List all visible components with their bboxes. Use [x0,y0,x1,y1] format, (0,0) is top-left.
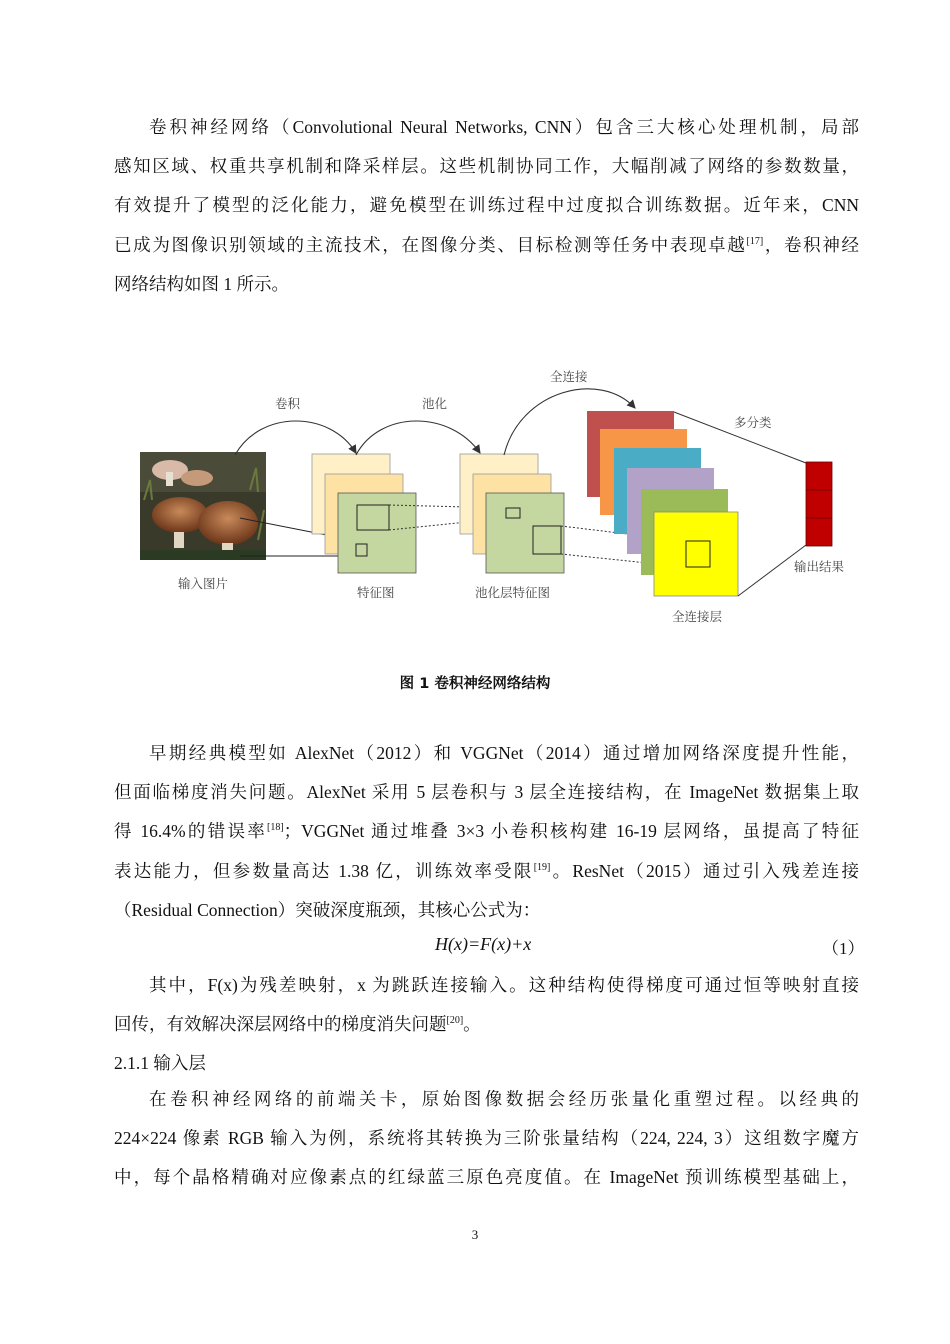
p4-line-3: 中，每个晶格精确对应像素点的红绿蓝三原色亮度值。在 ImageNet 预训练模型基础上， [114,1167,859,1188]
mushroom-right-cap [198,501,258,545]
p3-line-1: 其中，F(x)为残差映射，x 为跳跃连接输入。这种结构使得梯度可通过恒等映射直接 [149,975,859,995]
p4-line-2: 224×224 像素 RGB 输入为例，系统将其转换为三阶张量结构（224, 224, 3）这组数字魔方 [114,1128,859,1149]
paragraph-input-layer [114,1080,859,1198]
input-image [140,452,266,560]
p4-line-1: 在卷积神经网络的前端关卡，原始图像数据会经历张量化重塑过程。以经典的 [149,1089,859,1109]
label-pooled-feature-map: 池化层特征图 [475,585,551,600]
p2-line-2: 但面临梯度消失问题。AlexNet 采用 5 层卷积与 3 层全连接结构，在 ImageNet 数据集上取 [114,782,859,803]
p2-line-3 [114,812,859,851]
label-feature-map: 特征图 [357,585,395,600]
paragraph-residual-explanation [114,966,859,1044]
p1-line-4 [114,226,859,265]
paragraph-cnn-intro [114,108,859,304]
formula-residual: H(x)=F(x)+x [435,934,532,954]
p2-line-5: （Residual Connection）突破深度瓶颈，其核心公式为： [114,899,541,920]
pooled-feature-map-stack [460,454,564,573]
output-vector [806,462,832,546]
p2-line-1: 早期经典模型如 AlexNet（2012）和 VGGNet（2014）通过增加网络深度提升性能， [149,743,859,763]
conv-arrow [235,421,356,455]
p1-line-2: 感知区域、权重共享机制和降采样层。这些机制协同工作，大幅削减了网络的参数数量， [114,156,859,177]
citation-18: [18] [267,822,284,834]
label-fc-top: 全连接 [550,369,588,384]
cnn-structure-figure [130,360,850,635]
citation-17: [17] [746,235,764,247]
p1-line-3: 有效提升了模型的泛化能力，避免模型在训练过程中过度拟合训练数据。近年来，CNN [114,195,859,216]
output-box [806,462,832,546]
cnn-diagram [130,360,850,635]
section-heading-input-layer: 2.1.1 输入层 [114,1053,206,1073]
label-input-image: 输入图片 [178,576,229,591]
p3-line-2 [114,1005,859,1044]
citation-19: [19] [533,861,551,873]
p2-line-3-tail: ；VGGNet 通过堆叠 3×3 小卷积核构建 16-19 层网络，虽提高了特征 [283,821,859,842]
p1-line-1: 卷积神经网络（Convolutional Neural Networks, CNN）包含三大核心处理机制，局部 [149,117,859,137]
label-conv: 卷积 [275,396,301,411]
figure-caption: 图 1 卷积神经网络结构 [399,676,551,692]
label-pool: 池化 [422,396,448,411]
pool-arrow [356,421,480,455]
label-multiclass: 多分类 [734,415,772,430]
pooled-map-front [486,493,564,573]
p2-line-4-text: 表达能力，但参数量高达 1.38 亿，训练效率受限 [114,860,534,881]
feature-map-stack [312,454,416,573]
paragraph-classic-models [114,734,859,930]
p3-line-2-tail: 。 [463,1014,481,1035]
p1-line-5: 网络结构如图 1 所示。 [114,273,289,294]
p2-line-3-text: 得 16.4%的错误率 [114,821,267,842]
label-output: 输出结果 [794,559,845,574]
p1-line-4-tail: ，卷积神经 [763,234,860,255]
p3-line-2-text: 回传，有效解决深层网络中的梯度消失问题 [114,1014,447,1035]
p2-line-4-tail: 。ResNet（2015）通过引入残差连接 [550,860,859,881]
label-fc-layer: 全连接层 [672,609,723,624]
equation-number: （1） [822,939,865,958]
citation-20: [20] [446,1015,464,1027]
fully-connected-stack [587,411,738,596]
page-number: 3 [471,1227,479,1242]
fc-layer-6 [654,512,738,596]
p1-line-4-text: 已成为图像识别领域的主流技术，在图像分类、目标检测等任务中表现卓越 [114,234,747,255]
p2-line-4 [114,852,859,891]
